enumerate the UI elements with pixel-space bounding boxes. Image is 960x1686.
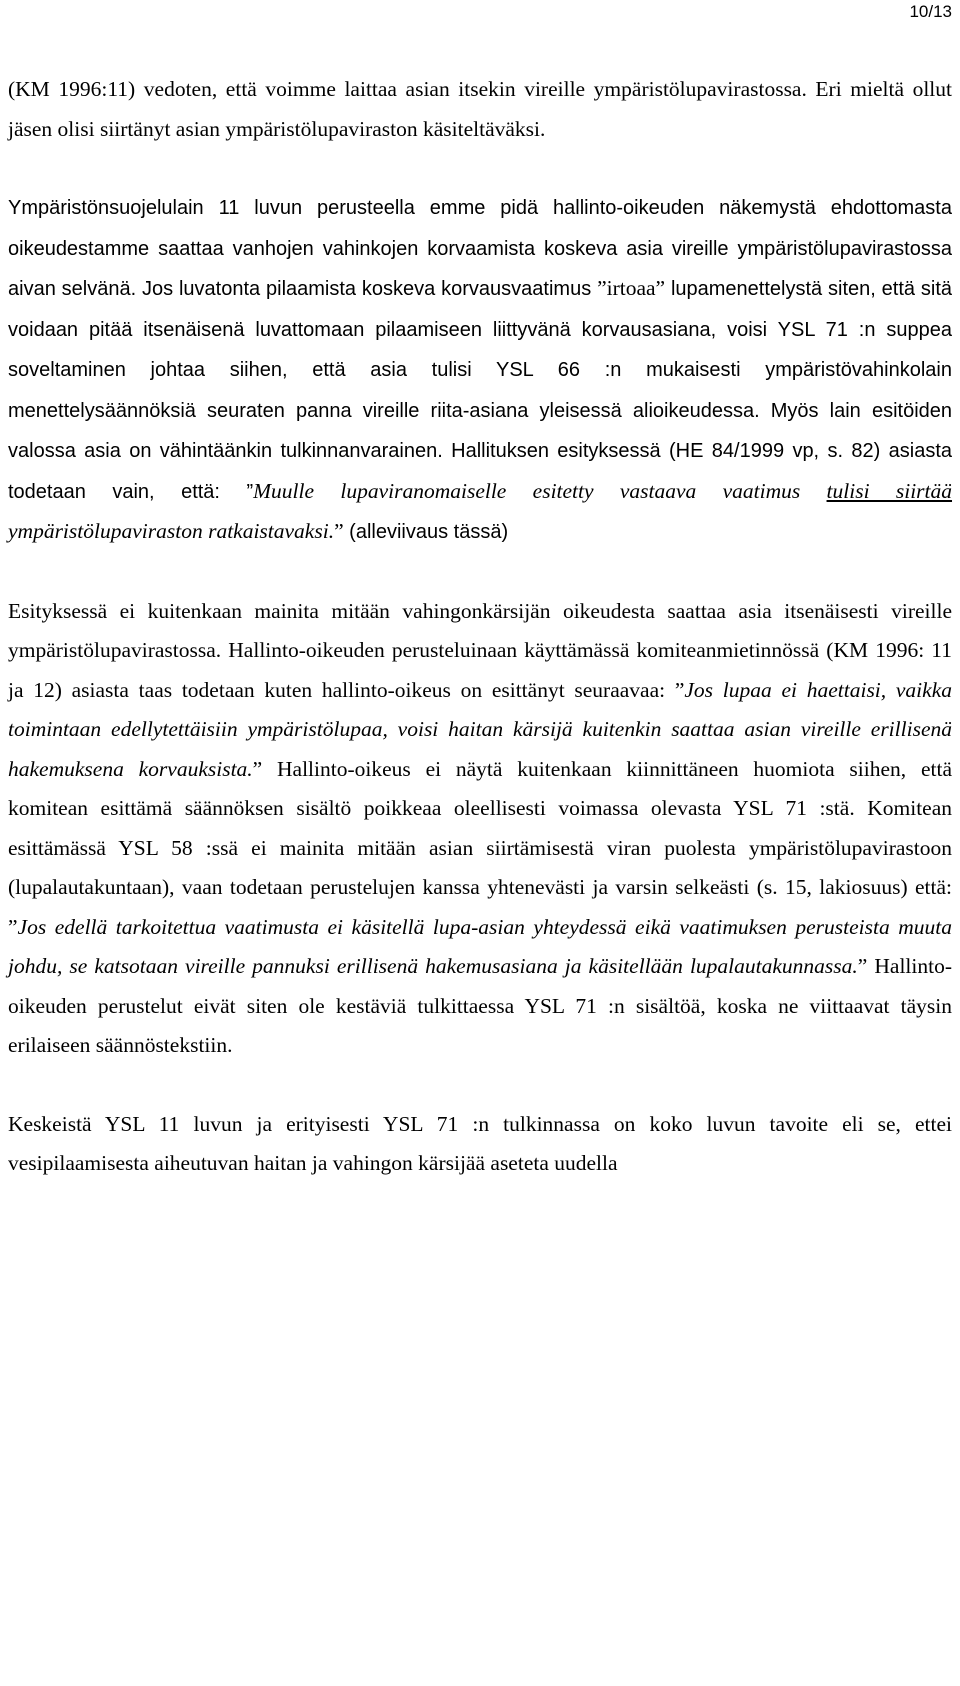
paragraph-2-text-a: Ympäristönsuojelulain 11 luvun perusteella emme pidä hallinto-oikeuden näkemystä ehdottomasta oikeudestamme saattaa vanhojen vahinkojen korvaamista koskeva asia vireille ympäristölupavirastossa aivan selvänä. Jos luvatonta pilaamista koskeva korvausvaatimus <box>8 197 952 300</box>
paragraph-1 <box>8 70 952 149</box>
paragraph-2 <box>8 188 952 553</box>
paragraph-3-quote-2: Jos edellä tarkoitettua vaatimusta ei käsitellä lupa-asian yhteydessä eikä vaatimuksen perusteista muuta johdu, se katsotaan vireille pannuksi erillisenä hakemusasiana ja käsitellään lupalautakunnassa. <box>8 914 952 978</box>
paragraph-4 <box>8 1105 952 1184</box>
quote-underlined: tulisi siirtää <box>826 478 953 503</box>
paragraph-3-quote-1: Jos lupaa ei haettaisi, vaikka toimintaan edellytettäisiin ympäristölupaa, voisi haitan kärsijä kuitenkin saattaa asian vireille erillisenä hakemuksena korvauksista. <box>8 677 952 781</box>
paragraph-4-text: Keskeistä YSL 11 luvun ja erityisesti YSL 71 :n tulkinnassa on koko luvun tavoite eli se, ettei vesipilaamisesta aiheutuvan haitan ja vahingon kärsijää aseteta uudella <box>8 1111 952 1175</box>
paragraph-3 <box>8 592 952 1066</box>
paragraph-3-text-a: Esityksessä ei kuitenkaan mainita mitään vahingonkärsijän oikeudesta saattaa asia itsenäisesti vireille ympäristölupavirastossa. Hallinto-oikeuden perusteluinaan käyttämässä komiteanmietinnössä (KM 1996: 11 ja 12) asiasta taas todetaan kuten hallinto-oikeus on esittänyt seuraavaa: ” <box>8 598 952 702</box>
paragraph-3-text-e: ” Hallinto-oikeuden perustelut eivät siten ole kestäviä tulkittaessa YSL 71 :n sisältöä, koska ne viittaavat täysin erilaiseen säännöstekstiin. <box>8 954 953 1057</box>
document-body <box>8 70 952 1184</box>
paragraph-2-text-c: lupamenettelystä siten, että sitä voidaan pitää itsenäisenä luvattomaan pilaamiseen liittyvänä korvausasiana, voisi YSL 71 :n suppea soveltaminen johtaa siihen, että asia tulisi YSL 66 :n mukaisesti ympäristövahinkolain menettelysäännöksiä seuraten panna vireille riita-asiana yleisessä alioikeudessa. Myös lain esitöiden valossa asia on vähintäänkin tulkinnanvarainen. Hallituksen esityksessä (HE 84/1999 vp, s. 82) asiasta todetaan vain, että: ” <box>8 278 952 503</box>
paragraph-3-text-c: ” Hallinto-oikeus ei näytä kuitenkaan kiinnittäneen huomiota siihen, että komitean esittämä säännöksen sisältö poikkeaa oleellisesti voimassa olevasta YSL 71 :stä. Komitean esittämässä YSL 58 :ssä ei mainita mitään asian siirtämisestä viran puolesta ympäristölupavirastoon (lupalautakuntaan), vaan todetaan perustelujen kanssa yhtenevästi ja varsin selkeästi (s. 15, lakiosuus) että: ” <box>8 756 952 939</box>
quote-italic-b: ympäristölupaviraston ratkaistavaksi. <box>8 519 335 543</box>
closing-quote: ” <box>334 519 344 543</box>
quote-italic-a: Muulle lupaviranomaiselle esitetty vastaava vaatimus <box>253 478 827 503</box>
paragraph-1-text: (KM 1996:11) vedoten, että voimme laittaa asian itsekin vireille ympäristölupavirastossa. Eri mieltä ollut jäsen olisi siirtänyt asian ympäristölupaviraston käsiteltäväksi. <box>8 77 952 141</box>
page-number: 10/13 <box>909 2 952 21</box>
emphasis-note: (alleviivaus tässä) <box>343 521 509 543</box>
quoted-term: ”irtoaa” <box>597 276 666 300</box>
